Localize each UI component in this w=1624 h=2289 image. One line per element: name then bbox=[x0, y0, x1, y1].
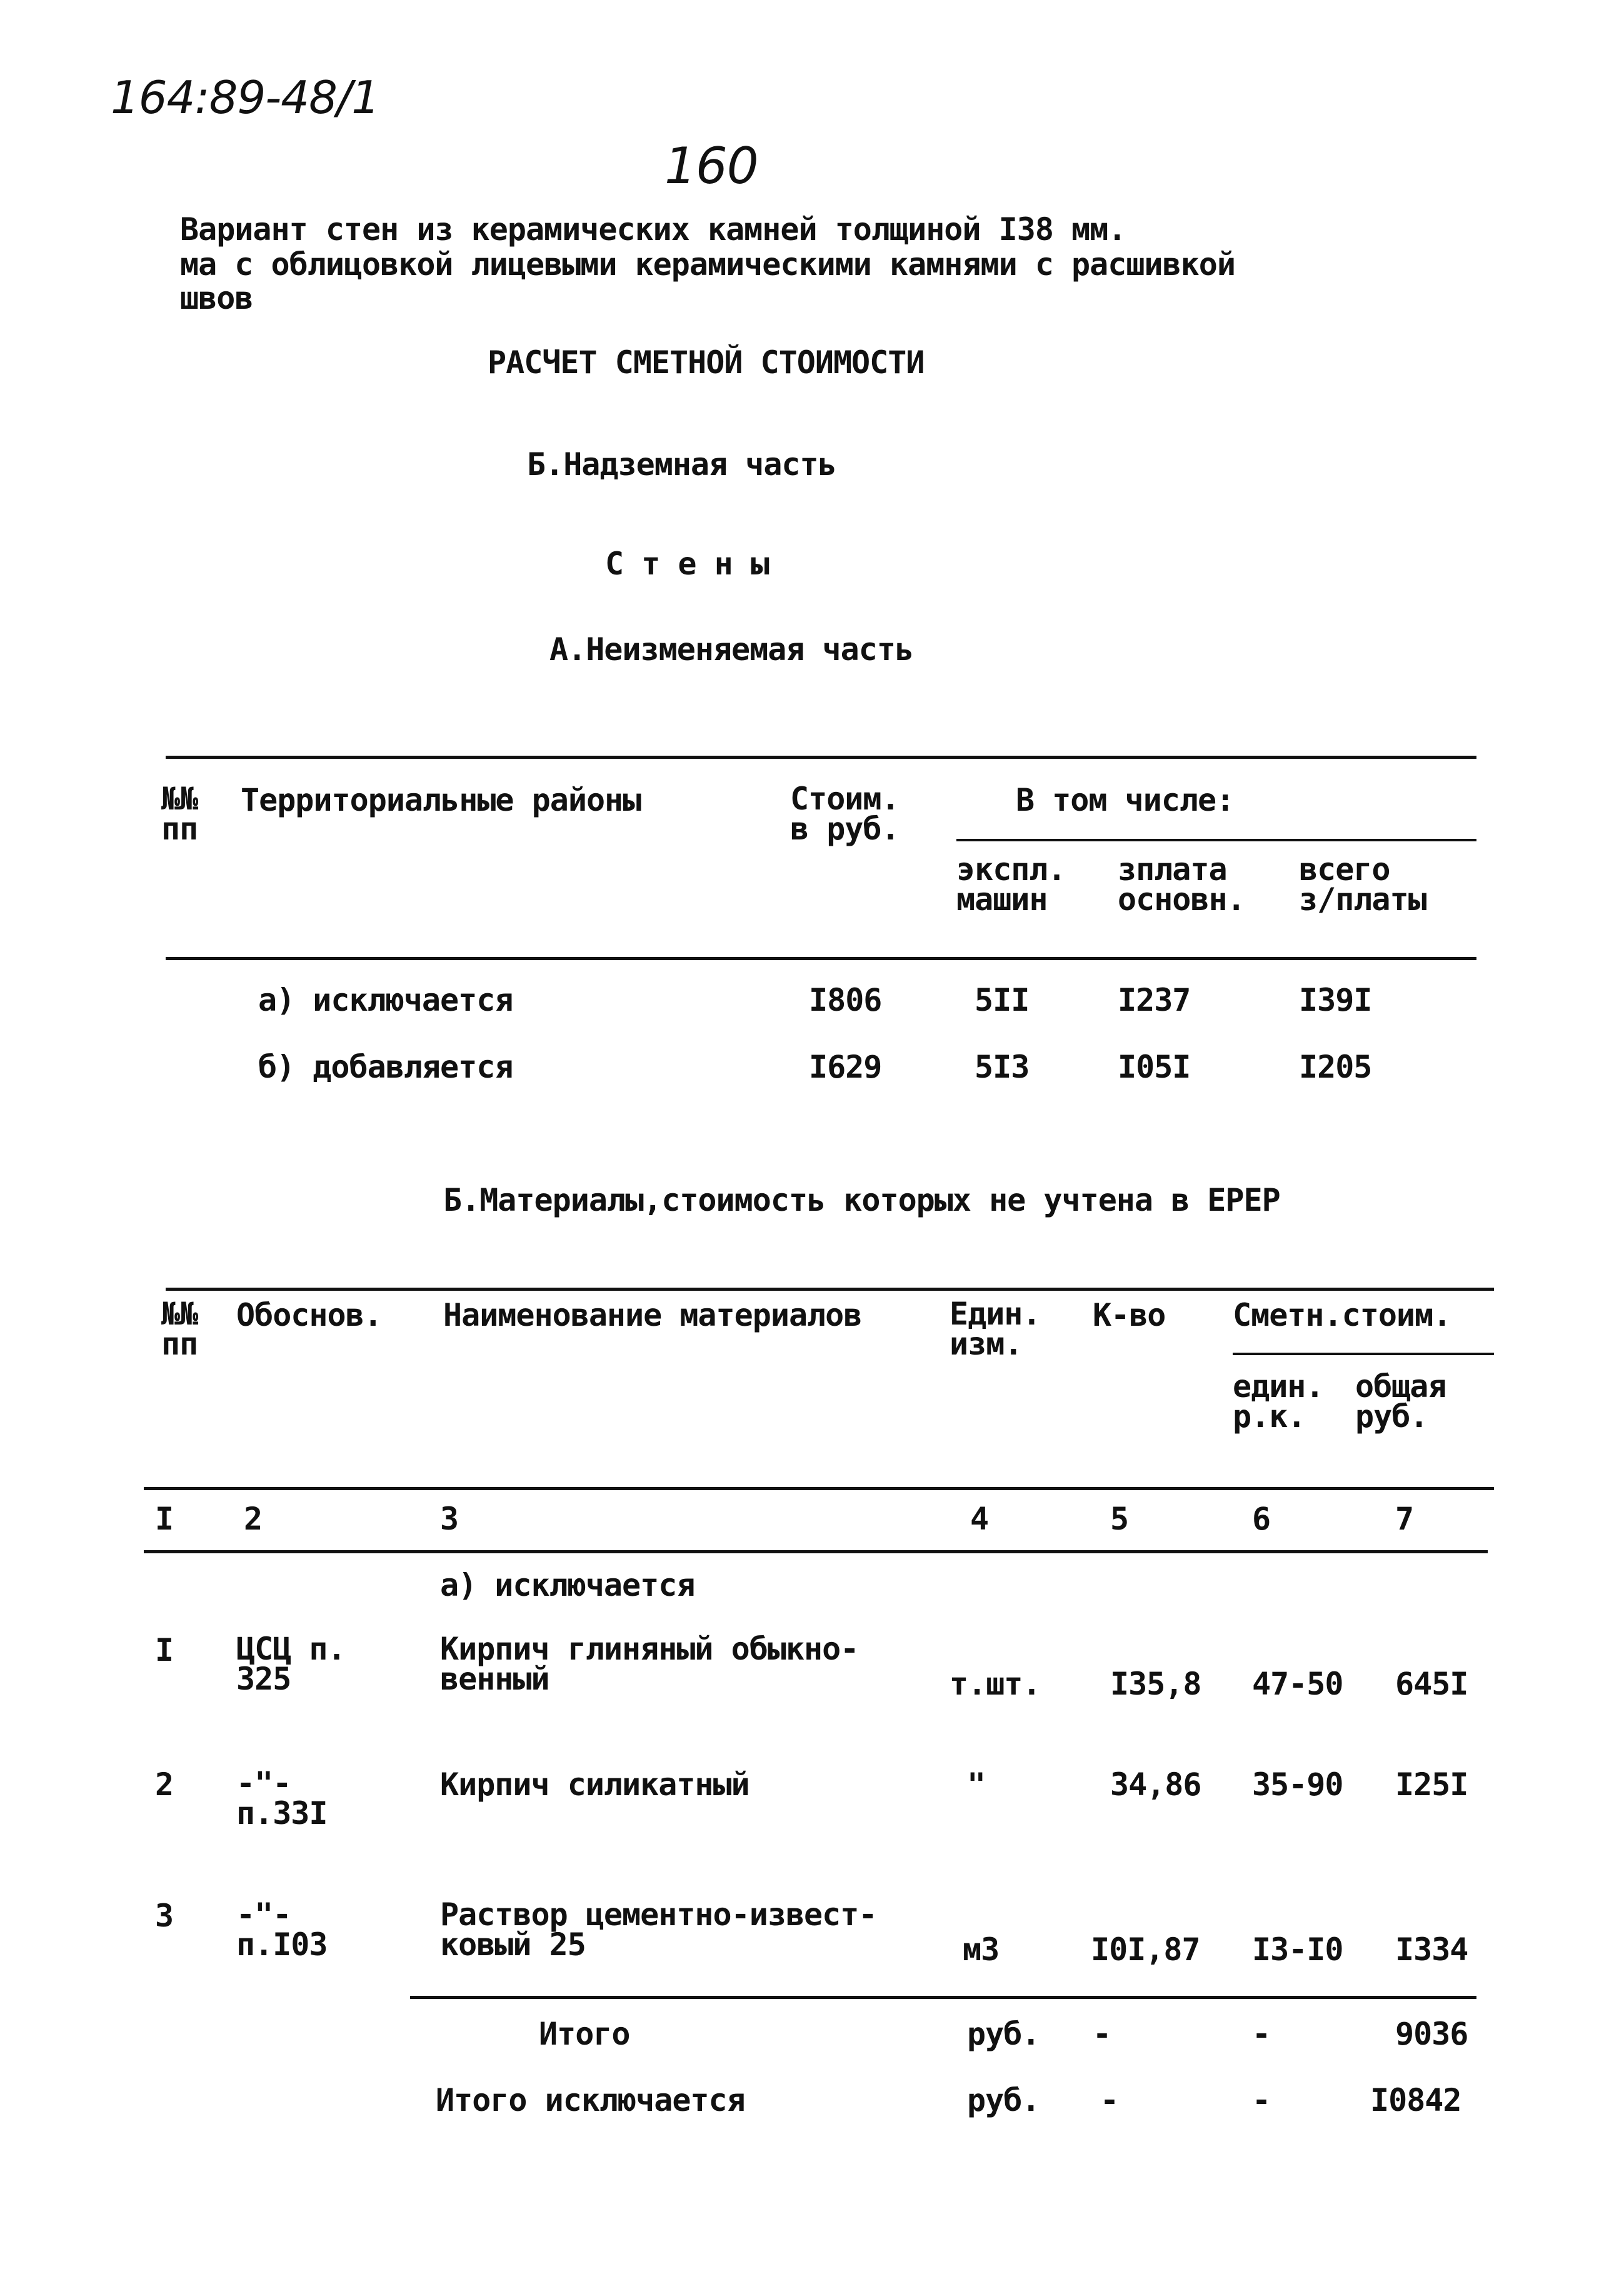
t1-header-machines: экспл. машин bbox=[956, 851, 1066, 918]
row-num: 3 bbox=[155, 1898, 174, 1934]
grand-total-price: - bbox=[1252, 2082, 1271, 2118]
row-basis: ЦСЦ п. 325 bbox=[236, 1631, 346, 1697]
table2-header-rule bbox=[144, 1487, 1494, 1490]
t1-header-cost: Стоим. в руб. bbox=[790, 781, 900, 847]
t2-header-num: №№ пп bbox=[161, 1296, 198, 1362]
row-wage: I05I bbox=[1118, 1049, 1191, 1085]
grand-total-total: I0842 bbox=[1370, 2082, 1461, 2118]
row-price: I3-I0 bbox=[1252, 1931, 1343, 1968]
col-number: 6 bbox=[1252, 1501, 1271, 1537]
col-number: 2 bbox=[244, 1501, 263, 1537]
column-numbers-rule bbox=[144, 1550, 1488, 1553]
row-name: Кирпич силикатный bbox=[440, 1766, 749, 1803]
table1-top-rule bbox=[166, 756, 1476, 759]
row-num: 2 bbox=[155, 1766, 174, 1803]
subsection-heading: С т е н ы bbox=[605, 546, 769, 582]
row-unit: т.шт. bbox=[950, 1666, 1041, 1702]
grand-total-qty: - bbox=[1100, 2082, 1119, 2118]
col-number: 5 bbox=[1110, 1501, 1129, 1537]
t2-header-unit-price: един. р.к. bbox=[1233, 1368, 1324, 1435]
section-heading: Б.Надземная часть bbox=[527, 446, 836, 483]
table1-header-rule bbox=[166, 957, 1476, 960]
row-label: а) исключается bbox=[258, 982, 513, 1018]
grand-total-label: Итого исключается bbox=[436, 2082, 745, 2118]
row-machines: 5I3 bbox=[975, 1049, 1030, 1085]
row-label: б) добавляется bbox=[258, 1049, 513, 1085]
table2-top-rule bbox=[166, 1288, 1494, 1291]
totals-rule bbox=[410, 1996, 1476, 1999]
subtotal-total: 9036 bbox=[1395, 2016, 1468, 2052]
t2-subheader-rule bbox=[1233, 1353, 1494, 1355]
t1-header-including: В том числе: bbox=[1016, 782, 1235, 818]
row-cost: I629 bbox=[809, 1049, 882, 1085]
row-name: Раствор цементно-извест- ковый 25 bbox=[440, 1896, 877, 1963]
row-num: I bbox=[155, 1632, 174, 1668]
intro-line-2: ма с облицовкой лицевыми керамическими камнями с расшивкой bbox=[180, 246, 1235, 283]
intro-line-3: швов bbox=[180, 280, 253, 316]
t1-header-num: №№ пп bbox=[161, 781, 198, 847]
row-total: I334 bbox=[1395, 1931, 1468, 1968]
row-cost: I806 bbox=[809, 982, 882, 1018]
subtotal-qty: - bbox=[1093, 2016, 1111, 2052]
col-number: 4 bbox=[970, 1501, 989, 1537]
col-number: 3 bbox=[440, 1501, 459, 1537]
t2-header-qty: К-во bbox=[1093, 1297, 1166, 1333]
row-price: 47-50 bbox=[1252, 1666, 1343, 1702]
part-b-heading: Б.Материалы,стоимость которых не учтена в ЕРЕР bbox=[443, 1182, 1280, 1218]
row-qty: I0I,87 bbox=[1091, 1931, 1200, 1968]
intro-line-1: Вариант стен из керамических камней толщиной I38 мм. bbox=[180, 211, 1126, 248]
grand-total-unit: руб. bbox=[967, 2082, 1040, 2118]
row-price: 35-90 bbox=[1252, 1766, 1343, 1803]
col-number: 7 bbox=[1395, 1501, 1414, 1537]
row-total-wage: I39I bbox=[1299, 982, 1372, 1018]
document-code: 164:89-48/1 bbox=[111, 71, 379, 124]
t1-subheader-rule bbox=[956, 839, 1476, 841]
page-title: РАСЧЕТ СМЕТНОЙ СТОИМОСТИ bbox=[488, 344, 925, 381]
row-basis: -"- п.33I bbox=[236, 1765, 328, 1831]
row-unit: м3 bbox=[963, 1931, 1000, 1968]
t2-header-estimate: Сметн.стоим. bbox=[1233, 1297, 1451, 1333]
subtotal-unit: руб. bbox=[967, 2016, 1040, 2052]
row-total: I25I bbox=[1395, 1766, 1468, 1803]
t2-header-unit: Един. изм. bbox=[950, 1296, 1041, 1362]
row-basis: -"- п.I03 bbox=[236, 1896, 328, 1963]
row-unit: " bbox=[967, 1766, 986, 1803]
subtotal-price: - bbox=[1252, 2016, 1271, 2052]
group-label: а) исключается bbox=[440, 1567, 695, 1603]
t1-header-region: Территориальные районы bbox=[241, 782, 641, 818]
row-total: 645I bbox=[1395, 1666, 1468, 1702]
col-number: I bbox=[155, 1501, 174, 1537]
page-number: 160 bbox=[664, 137, 758, 195]
t2-header-name: Наименование материалов bbox=[443, 1297, 862, 1333]
subtotal-label: Итого bbox=[539, 2016, 630, 2052]
row-total-wage: I205 bbox=[1299, 1049, 1372, 1085]
row-qty: 34,86 bbox=[1110, 1766, 1201, 1803]
row-name: Кирпич глиняный обыкно- венный bbox=[440, 1631, 859, 1697]
t1-header-total-wage: всего з/платы bbox=[1299, 851, 1426, 918]
row-wage: I237 bbox=[1118, 982, 1191, 1018]
t1-header-wage: зплата основн. bbox=[1118, 851, 1245, 918]
t2-header-basis: Обоснов. bbox=[236, 1297, 382, 1333]
part-a-heading: А.Неизменяемая часть bbox=[549, 631, 914, 668]
row-machines: 5II bbox=[975, 982, 1030, 1018]
t2-header-total: общая руб. bbox=[1355, 1368, 1446, 1435]
row-qty: I35,8 bbox=[1110, 1666, 1201, 1702]
